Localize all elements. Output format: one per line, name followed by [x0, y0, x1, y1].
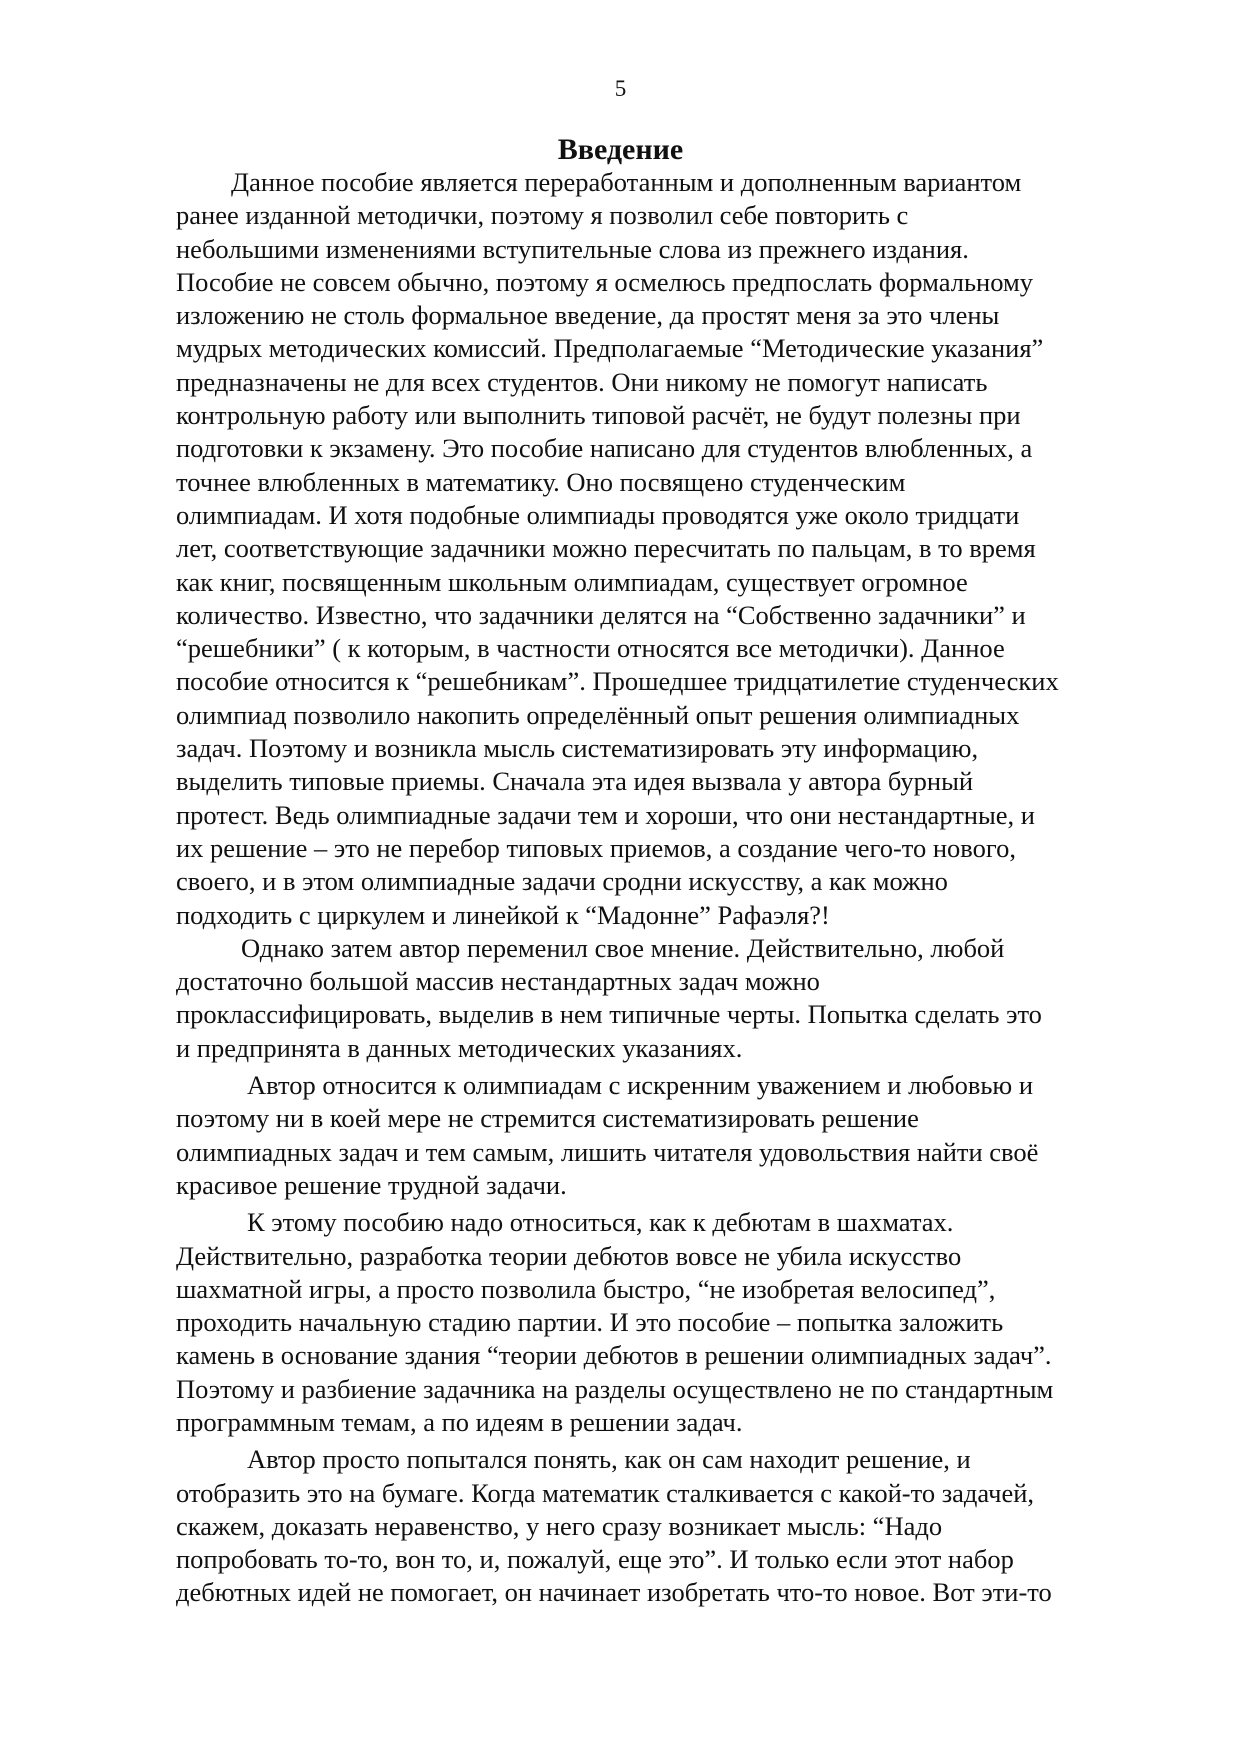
- text-line: олимпиад позволило накопить определённый опыт решения олимпиадных: [176, 699, 1020, 730]
- text-line: количество. Известно, что задачники делятся на “Собственно задачники” и: [176, 599, 1026, 630]
- text-line: подготовки к экзамену. Это пособие написано для студентов влюбленных, а: [176, 433, 1033, 464]
- text-line: и предпринята в данных методических указаниях.: [176, 1032, 743, 1063]
- text-line: ранее изданной методички, поэтому я позволил себе повторить с: [176, 200, 909, 231]
- text-line: задач. Поэтому и возникла мысль систематизировать эту информацию,: [176, 733, 979, 764]
- text-line: как книг, посвященным школьным олимпиадам, существует огромное: [176, 566, 968, 597]
- text-line: отобразить это на бумаге. Когда математик сталкивается с какой-то задачей,: [176, 1477, 1035, 1508]
- paragraph: [176, 1443, 1156, 1609]
- text-line: протест. Ведь олимпиадные задачи тем и хороши, что они нестандартные, и: [176, 799, 1035, 830]
- text-line: поэтому ни в коей мере не стремится систематизировать решение: [176, 1103, 919, 1134]
- text-line: выделить типовые приемы. Сначала эта идея вызвала у автора бурный: [176, 766, 974, 797]
- paragraph: [176, 932, 1156, 1065]
- text-line: проходить начальную стадию партии. И это пособие – попытка заложить: [176, 1307, 1004, 1338]
- text-line: их решение – это не перебор типовых приемов, а создание чего-то нового,: [176, 832, 1016, 863]
- paragraph: [176, 166, 1156, 932]
- text-line: проклассифицировать, выделив в нем типичные черты. Попытка сделать это: [176, 999, 1042, 1030]
- text-line: олимпиадам. И хотя подобные олимпиады проводятся уже около тридцати: [176, 499, 1020, 530]
- text-line: Автор просто попытался понять, как он сам находит решение, и: [247, 1444, 971, 1475]
- body-text: [176, 166, 1156, 1610]
- text-line: подходить с циркулем и линейкой к “Мадонне” Рафаэля?!: [176, 899, 830, 930]
- text-line: Данное пособие является переработанным и дополненным вариантом: [231, 167, 1022, 197]
- text-line: своего, и в этом олимпиадные задачи сродни искусству, а как можно: [176, 866, 948, 897]
- text-line: “решебники” ( к которым, в частности относятся все методички). Данное: [176, 633, 1005, 664]
- text-line: шахматной игры, а просто позволила быстро, “не изобретая велосипед”,: [176, 1273, 996, 1304]
- text-line: мудрых методических комиссий. Предполагаемые “Методические указания”: [176, 333, 1044, 364]
- text-line: предназначены не для всех студентов. Они никому не помогут написать: [176, 366, 988, 397]
- text-line: достаточно большой массив нестандартных задач можно: [176, 966, 820, 997]
- paragraph: [176, 1069, 1156, 1202]
- text-line: Поэтому и разбиение задачника на разделы осуществлено не по стандартным: [176, 1373, 1054, 1404]
- text-line: изложению не столь формальное введение, да простят меня за это члены: [176, 300, 1000, 331]
- text-line: камень в основание здания “теории дебютов в решении олимпиадных задач”.: [176, 1340, 1052, 1371]
- text-line: красивое решение трудной задачи.: [176, 1169, 567, 1200]
- text-line: программным темам, а по идеям в решении задач.: [176, 1406, 743, 1437]
- page-number: 5: [614, 76, 627, 101]
- text-line: дебютных идей не помогает, он начинает изобретать что-то новое. Вот эти-то: [176, 1577, 1052, 1608]
- text-line: точнее влюбленных в математику. Оно посвящено студенческим: [176, 466, 906, 497]
- text-line: Пособие не совсем обычно, поэтому я осмелюсь предпослать формальному: [176, 266, 1033, 297]
- text-line: олимпиадных задач и тем самым, лишить читателя удовольствия найти своё: [176, 1136, 1039, 1167]
- text-line: контрольную работу или выполнить типовой расчёт, не будут полезны при: [176, 400, 1021, 431]
- paragraph: [176, 1206, 1156, 1439]
- text-line: Действительно, разработка теории дебютов вовсе не убила искусство: [176, 1240, 962, 1271]
- text-line: небольшими изменениями вступительные слова из прежнего издания.: [176, 233, 969, 264]
- text-line: Однако затем автор переменил свое мнение. Действительно, любой: [241, 932, 1005, 963]
- text-line: Автор относится к олимпиадам с искренним уважением и любовью и: [247, 1070, 1034, 1101]
- page-title: Введение: [557, 133, 684, 166]
- text-line: скажем, доказать неравенство, у него сразу возникает мысль: “Надо: [176, 1510, 943, 1541]
- text-line: К этому пособию надо относиться, как к дебютам в шахматах.: [247, 1207, 954, 1238]
- text-line: попробовать то-то, вон то, и, пожалуй, еще это”. И только если этот набор: [176, 1544, 1014, 1575]
- text-line: пособие относится к “решебникам”. Прошедшее тридцатилетие студенческих: [176, 666, 1059, 697]
- text-line: лет, соответствующие задачники можно пересчитать по пальцам, в то время: [176, 533, 1036, 564]
